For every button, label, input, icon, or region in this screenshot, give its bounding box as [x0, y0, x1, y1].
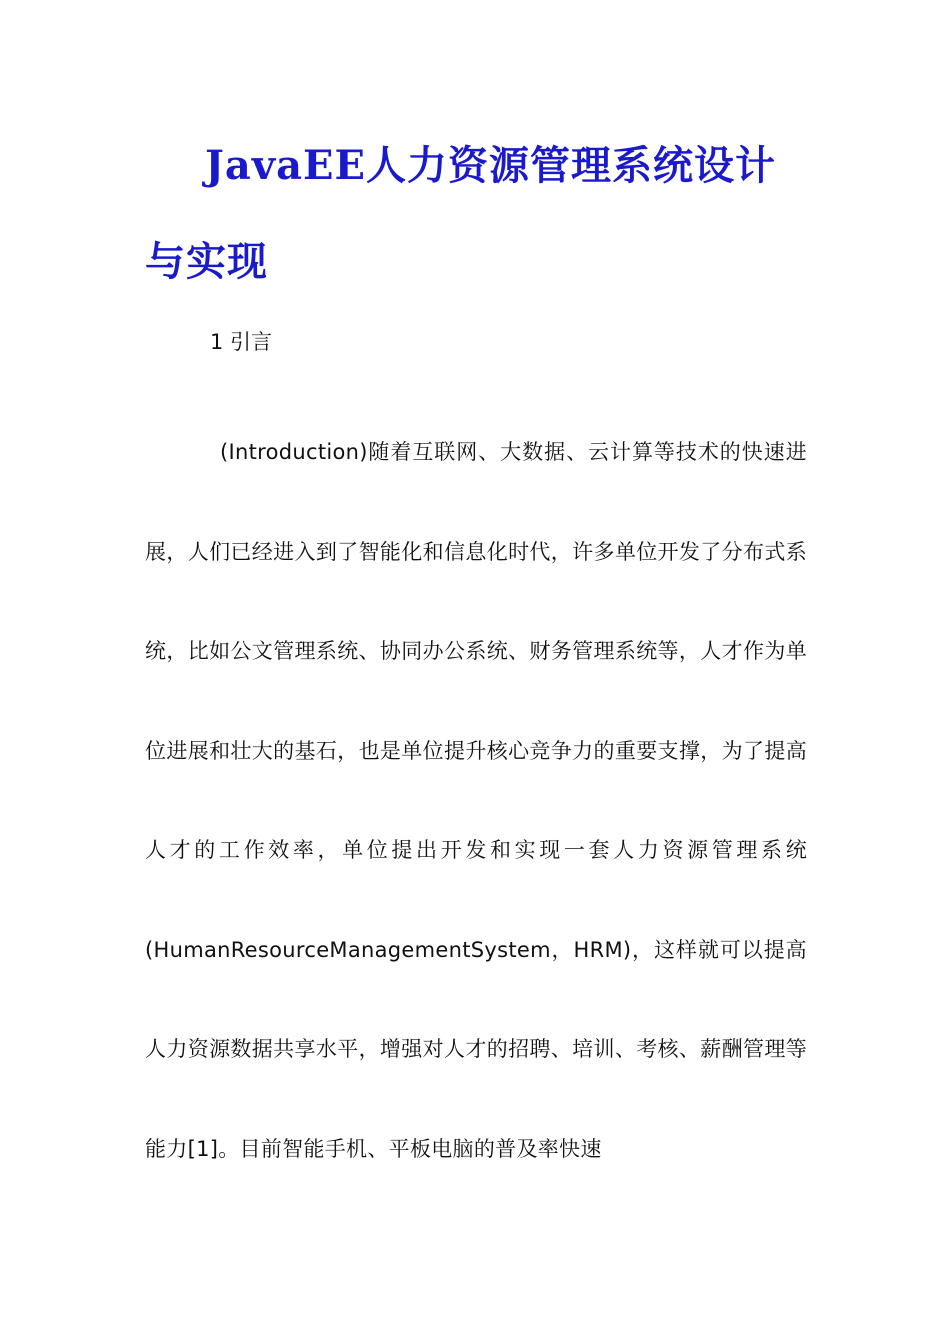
document-title: JavaEE人力资源管理系统设计与实现 — [145, 142, 776, 285]
section-heading: 1 引言 — [210, 330, 273, 354]
body-paragraph: (Introduction)随着互联网、大数据、云计算等技术的快速进展，人们已经进入到了智能化和信息化时代，许多单位开发了分布式系统，比如公文管理系统、协同办公系统、财务管理系统等，人才作为单位进展和壮大的基石，也是单位提升核心竞争力的重要支撑，为了提高人才的工作效率，单位提出开发和实现一套人力资源管理系统(HumanResourceManagementSystem，HRM)，这样就可以提高人力资源数据共享水平，增强对人才的招聘、培训、考核、薪酬管理等能力[1]。目前智能手机、平板电脑的普及率快速 — [145, 440, 807, 1161]
